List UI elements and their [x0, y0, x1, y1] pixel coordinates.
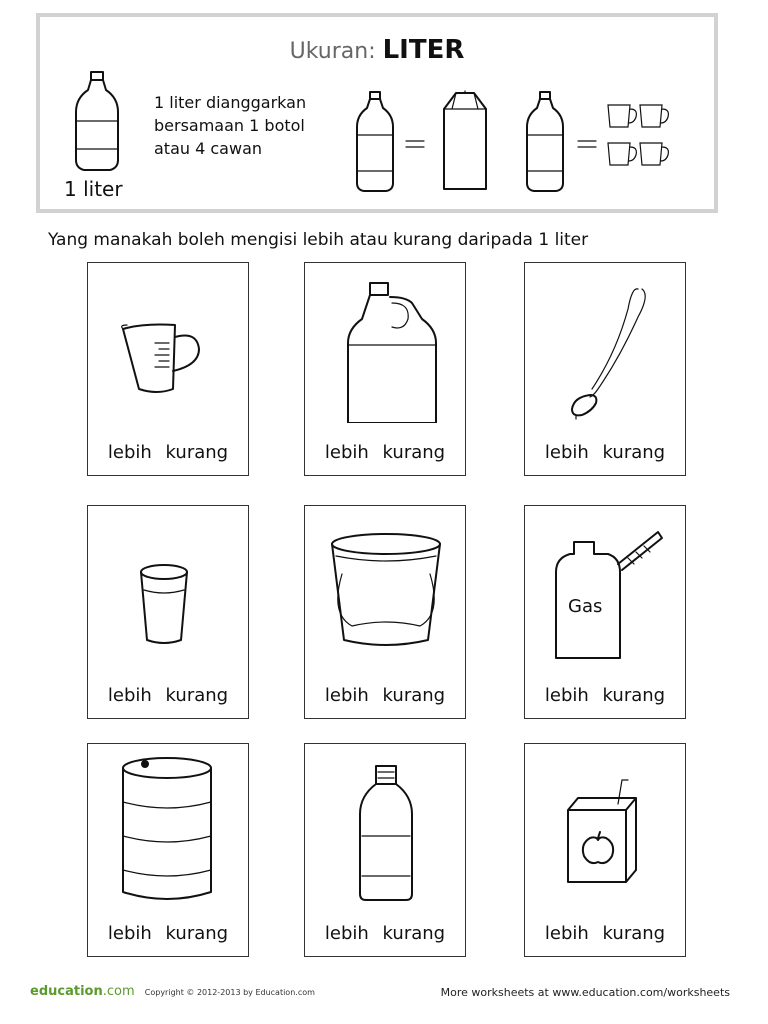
- bottle-equals-cups: [524, 89, 694, 199]
- gas-label: Gas: [568, 596, 603, 617]
- equals-sign: [578, 141, 596, 147]
- answer-options: [305, 923, 465, 944]
- option-kurang[interactable]: kurang: [602, 923, 666, 944]
- option-lebih[interactable]: lebih: [324, 442, 369, 463]
- bucket-icon: [326, 516, 446, 666]
- reference-description: 1 liter dianggarkan bersamaan 1 botol atau 4 cawan: [154, 93, 307, 158]
- answer-options: [525, 442, 685, 463]
- answer-options: [525, 685, 685, 706]
- option-lebih[interactable]: lebih: [107, 685, 152, 706]
- card-juice-box: [524, 743, 686, 957]
- logo-edu: education: [30, 984, 103, 999]
- bottle-icon: [527, 92, 563, 191]
- option-lebih[interactable]: lebih: [324, 923, 369, 944]
- juice-box-icon: [546, 754, 666, 904]
- bottle-icon: [357, 92, 393, 191]
- card-jug: [304, 262, 466, 476]
- card-bucket: [304, 505, 466, 719]
- question-text: Yang manakah boleh mengisi lebih atau kurang daripada 1 liter: [48, 230, 589, 250]
- answer-options: [88, 923, 248, 944]
- option-kurang[interactable]: kurang: [382, 442, 446, 463]
- cup-icon: [608, 105, 668, 165]
- option-kurang[interactable]: kurang: [602, 685, 666, 706]
- option-kurang[interactable]: kurang: [382, 685, 446, 706]
- logo-com: .com: [102, 984, 135, 999]
- card-spoon: [524, 262, 686, 476]
- card-gas-can: [524, 505, 686, 719]
- answer-options: [305, 442, 465, 463]
- copyright: Copyright © 2012-2013 by Education.com: [144, 988, 315, 997]
- title-prefix: Ukuran:: [289, 39, 376, 64]
- barrel-icon: [109, 754, 229, 904]
- card-measuring-cup: [87, 262, 249, 476]
- page-title: [40, 35, 714, 65]
- option-lebih[interactable]: lebih: [544, 685, 589, 706]
- option-kurang[interactable]: kurang: [602, 442, 666, 463]
- card-water-bottle: [304, 743, 466, 957]
- answer-options: [525, 923, 685, 944]
- option-lebih[interactable]: lebih: [544, 923, 589, 944]
- equals-sign: [406, 141, 424, 147]
- card-glass: [87, 505, 249, 719]
- option-lebih[interactable]: lebih: [544, 442, 589, 463]
- gas-can-icon: [546, 516, 666, 666]
- option-lebih[interactable]: lebih: [107, 923, 152, 944]
- bottle-icon: [72, 69, 122, 174]
- option-lebih[interactable]: lebih: [107, 442, 152, 463]
- option-lebih[interactable]: lebih: [324, 685, 369, 706]
- card-barrel: [87, 743, 249, 957]
- milk-carton-icon: [444, 91, 486, 189]
- option-kurang[interactable]: kurang: [382, 923, 446, 944]
- glass-icon: [109, 516, 229, 666]
- option-kurang[interactable]: kurang: [165, 685, 229, 706]
- title-unit: LITER: [382, 35, 465, 65]
- option-kurang[interactable]: kurang: [165, 923, 229, 944]
- spoon-icon: [546, 273, 666, 423]
- reference-label: 1 liter: [64, 177, 123, 201]
- header-box: [36, 13, 718, 213]
- more-worksheets-link[interactable]: More worksheets at www.education.com/worksheets: [440, 986, 730, 999]
- answer-options: [88, 442, 248, 463]
- bottle-equals-carton: [354, 89, 494, 199]
- measuring-cup-icon: [109, 273, 229, 423]
- education-logo[interactable]: [30, 984, 315, 999]
- answer-options: [305, 685, 465, 706]
- water-bottle-icon: [326, 754, 446, 904]
- option-kurang[interactable]: kurang: [165, 442, 229, 463]
- answer-options: [88, 685, 248, 706]
- jug-icon: [326, 273, 446, 423]
